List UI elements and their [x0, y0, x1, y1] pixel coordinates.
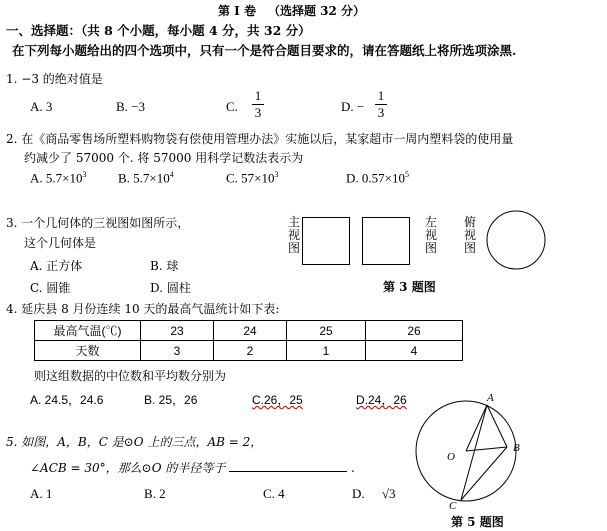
table-cell: 天数: [35, 341, 141, 361]
q5-option-b: B. 2: [144, 486, 166, 501]
front-view-label: [287, 216, 301, 255]
table-cell: 26: [366, 321, 463, 341]
q4-stem: 4. 延庆县 8 月份连续 10 天的最高气温统计如下表:: [6, 302, 280, 316]
q1-option-c-label: C.: [226, 99, 238, 114]
table-cell: 2: [214, 341, 287, 361]
top-view-label: [463, 216, 477, 255]
q1-option-b: B. −3: [116, 99, 146, 114]
q2-option-a: [30, 170, 86, 186]
fraction-denominator: 3: [254, 105, 262, 120]
point-c-label: C: [449, 500, 457, 512]
q4-option-b: B. 25，26: [144, 393, 198, 407]
table-cell: 25: [287, 321, 366, 341]
temperature-table: [34, 320, 463, 361]
q2-option-d: [346, 170, 409, 186]
table-row: [35, 341, 463, 361]
q5-option-a: A. 1: [30, 486, 53, 501]
q3-stem-line2: 这个几何体是: [24, 236, 97, 250]
q5-option-d: [352, 486, 396, 502]
side-view-label-text: 左 视 图: [424, 215, 437, 255]
q2-stem-line2: 约减少了 57000 个. 将 57000 用科学记数法表示为: [24, 151, 304, 165]
q5-option-c: C. 4: [263, 486, 285, 501]
table-cell: 23: [141, 321, 214, 341]
side-view-square: [362, 217, 410, 265]
q1-stem: 1. −3 的绝对值是: [6, 72, 103, 86]
q2-option-b: [118, 170, 174, 186]
q4-option-c: C.26，25: [252, 393, 303, 407]
top-view-circle-shape: [487, 211, 545, 269]
table-cell: 1: [287, 341, 366, 361]
table-cell: 3: [141, 341, 214, 361]
q2-option-a-base: A. 5.7×10: [30, 170, 83, 186]
point-b-label: B: [513, 442, 520, 454]
q4-question: 则这组数据的中位数和平均数分别为: [34, 369, 227, 383]
q2-option-c-base: C. 57×10: [226, 170, 275, 186]
q3-stem-line1: 3. 一个几何体的三视图如图所示，: [6, 216, 190, 230]
table-cell: 最高气温(℃): [35, 321, 141, 341]
q2-option-b-base: B. 5.7×10: [118, 170, 170, 186]
fraction-numerator: 1: [254, 88, 262, 103]
top-view-circle: [484, 208, 548, 272]
q5-stem-line2-text: ∠ACB = 30°，那么⊙O 的半径等于: [30, 461, 226, 475]
section-instruction: 在下列每小题给出的四个选项中，只有一个是符合题目要求的，请在答题纸上将所选项涂黑.: [12, 43, 517, 58]
q5-figure-caption: 第 5 题图: [451, 515, 504, 529]
q5-stem-line2-end: .: [351, 461, 355, 475]
q1-option-d-fraction: [375, 89, 387, 120]
point-o-label: O: [447, 451, 455, 463]
q2-option-d-base: D. 0.57×10: [346, 170, 405, 186]
side-view-label: [424, 216, 438, 255]
q1-option-c-fraction: [252, 89, 264, 120]
circle-figure: [405, 388, 530, 516]
section-title: 一、选择题：（共 8 个小题，每小题 4 分，共 32 分）: [6, 23, 311, 38]
answer-blank: [229, 459, 347, 472]
q3-option-a: A. 正方体: [30, 259, 83, 273]
q3-option-b: B. 球: [150, 259, 179, 273]
q3-option-c: C. 圆锥: [30, 281, 71, 295]
fraction-denominator: 3: [377, 105, 385, 120]
volume-title: 第 I 卷: [218, 4, 256, 18]
fraction-numerator: 1: [377, 88, 385, 103]
top-view-label-text: 俯 视 图: [463, 215, 476, 255]
q5-stem-line2: [30, 459, 355, 476]
q1-option-d-label: D. −: [341, 99, 365, 114]
q1-option-a: A. 3: [30, 99, 53, 114]
q5-option-d-value: √3: [381, 486, 396, 501]
q5-stem-line1: 5. 如图，A，B，C 是⊙O 上的三点，AB = 2，: [6, 435, 263, 449]
q3-figure-caption: 第 3 题图: [383, 280, 436, 294]
q2-option-d-exponent: 5: [404, 170, 409, 179]
table-cell: 24: [214, 321, 287, 341]
q4-option-d: D.24，26: [356, 393, 407, 407]
q2-option-c-exponent: 3: [274, 170, 279, 179]
q2-option-a-exponent: 3: [82, 170, 87, 179]
q5-option-d-label: D.: [352, 486, 365, 501]
table-row: [35, 321, 463, 341]
q2-stem-line1: 2. 在《商品零售场所塑料购物袋有偿使用管理办法》实施以后，某家超市一周内塑料袋的使用量: [6, 132, 514, 146]
front-view-square: [302, 217, 350, 265]
q2-option-b-exponent: 4: [169, 170, 174, 179]
q3-option-d: D. 圆柱: [150, 281, 191, 295]
q2-option-c: [226, 170, 279, 186]
table-cell: 4: [366, 341, 463, 361]
radius-ob: [466, 447, 507, 451]
volume-subtitle: （选择题 32 分）: [268, 4, 366, 18]
front-view-label-text: 主 视 图: [287, 215, 300, 255]
q4-option-a: A. 24.5，24.6: [30, 393, 104, 407]
point-a-label: A: [487, 392, 494, 404]
